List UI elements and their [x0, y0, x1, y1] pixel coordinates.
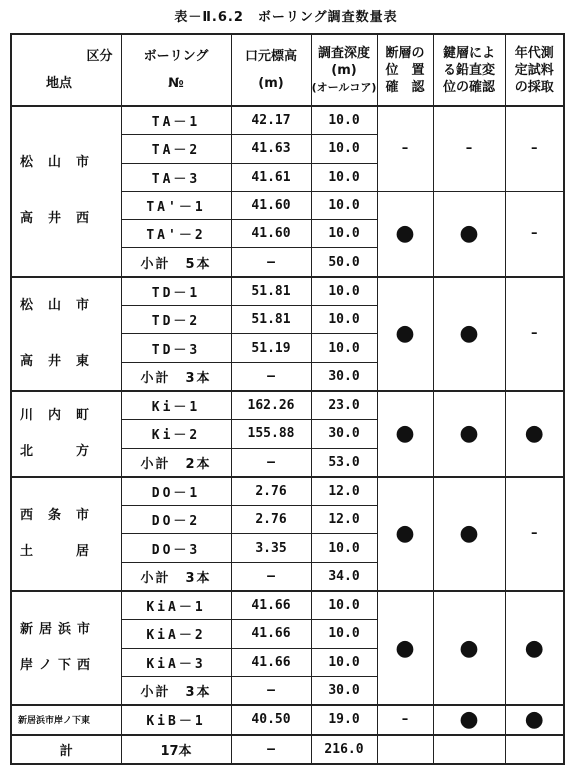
elevation: 41.60	[231, 220, 311, 248]
table-row	[11, 391, 564, 420]
depth: 10.0	[311, 220, 377, 248]
header-boring	[121, 34, 231, 106]
header-age-l2: 定試料	[514, 62, 554, 78]
boring-no: TD－2	[121, 306, 231, 334]
elevation: –	[231, 676, 311, 705]
boring-no: Ki－2	[121, 420, 231, 448]
header-row	[11, 34, 564, 106]
header-fault-l1: 断層の	[385, 45, 425, 61]
key-mark	[433, 391, 505, 477]
boring-no: TD－3	[121, 334, 231, 362]
subtotal-label: 小計 2本	[121, 448, 231, 477]
location-name: 川内町	[20, 407, 105, 423]
dot-mark: ●	[395, 635, 415, 661]
header-elev-unit: (m)	[258, 76, 284, 91]
fault-mark	[377, 106, 433, 191]
fault-mark	[377, 705, 433, 734]
elevation: 155.88	[231, 420, 311, 448]
elevation: 41.66	[231, 591, 311, 620]
elevation: 51.81	[231, 277, 311, 306]
boring-no: KiA－2	[121, 620, 231, 648]
elevation: –	[231, 362, 311, 391]
header-chiten: 地点	[46, 76, 73, 91]
elevation: 2.76	[231, 506, 311, 534]
dash-mark: –	[531, 326, 538, 342]
dot-mark: ●	[524, 421, 544, 447]
header-depth-note: (オールコア)	[311, 80, 377, 94]
depth: 10.0	[311, 306, 377, 334]
depth: 30.0	[311, 676, 377, 705]
header-boring-no: №	[168, 76, 184, 91]
age-mark	[505, 591, 564, 705]
elevation: –	[231, 248, 311, 277]
table-title: 表－Ⅱ.6.2 ボーリング調査数量表	[174, 10, 398, 25]
location-name: 土 居	[20, 543, 105, 559]
depth: 19.0	[311, 705, 377, 734]
dash-mark: –	[401, 141, 409, 157]
total-count: 17本	[121, 735, 231, 764]
elevation: 2.76	[231, 477, 311, 506]
header-key-l2: る鉛直変	[442, 62, 495, 78]
dot-mark: ●	[459, 221, 479, 247]
elevation: 40.50	[231, 705, 311, 734]
dot-mark: ●	[459, 635, 479, 661]
dash-mark: –	[465, 141, 473, 157]
dot-mark: ●	[459, 521, 479, 547]
header-fault	[377, 34, 433, 106]
header-boring-label: ボーリング	[143, 49, 209, 64]
depth: 12.0	[311, 506, 377, 534]
elevation: 3.35	[231, 534, 311, 562]
elevation: 162.26	[231, 391, 311, 420]
fault-mark	[377, 477, 433, 591]
boring-no: TA－3	[121, 163, 231, 191]
boring-no: Ki－1	[121, 391, 231, 420]
age-mark	[505, 391, 564, 477]
subtotal-label: 小計 3本	[121, 362, 231, 391]
elevation: 41.66	[231, 648, 311, 676]
header-key	[433, 34, 505, 106]
subtotal-label: 小計 3本	[121, 562, 231, 591]
age-mark	[505, 106, 564, 191]
header-elev-label: 口元標高	[244, 49, 297, 64]
boring-quantity-table	[10, 33, 565, 765]
depth: 10.0	[311, 648, 377, 676]
boring-no: TA－2	[121, 135, 231, 163]
elevation: 41.66	[231, 620, 311, 648]
header-key-l3: 位の確認	[442, 79, 495, 95]
table-row	[11, 106, 564, 135]
boring-no: TA－1	[121, 106, 231, 135]
depth: 53.0	[311, 448, 377, 477]
depth: 10.0	[311, 620, 377, 648]
fault-mark	[377, 277, 433, 391]
dash-mark: –	[531, 526, 538, 542]
dot-mark: ●	[459, 707, 479, 733]
location-name: 高井東	[20, 353, 105, 369]
table-row	[11, 277, 564, 306]
key-mark	[433, 191, 505, 276]
depth: 10.0	[311, 591, 377, 620]
dot-mark: ●	[524, 707, 544, 733]
table-row	[11, 477, 564, 506]
depth: 10.0	[311, 534, 377, 562]
location-cell	[11, 477, 121, 591]
depth: 10.0	[311, 277, 377, 306]
location-name: 新居浜市岸ノ下東	[11, 705, 121, 734]
boring-no: DO－2	[121, 506, 231, 534]
total-elevation: –	[231, 735, 311, 764]
header-depth	[311, 34, 377, 106]
dot-mark: ●	[395, 221, 415, 247]
boring-no: KiB－1	[121, 705, 231, 734]
total-age-empty	[505, 735, 564, 764]
depth: 30.0	[311, 362, 377, 391]
dot-mark: ●	[459, 321, 479, 347]
age-mark	[505, 477, 564, 591]
location-name: 西条市	[20, 507, 105, 523]
boring-no: DO－3	[121, 534, 231, 562]
location-cell	[11, 106, 121, 277]
subtotal-label: 小計 5本	[121, 248, 231, 277]
fault-mark	[377, 391, 433, 477]
depth: 12.0	[311, 477, 377, 506]
table-row	[11, 705, 564, 734]
total-fault-empty	[377, 735, 433, 764]
elevation: 41.63	[231, 135, 311, 163]
key-mark	[433, 705, 505, 734]
depth: 10.0	[311, 163, 377, 191]
dash-mark: –	[401, 712, 409, 728]
elevation: 41.60	[231, 191, 311, 219]
total-key-empty	[433, 735, 505, 764]
depth: 10.0	[311, 334, 377, 362]
depth: 34.0	[311, 562, 377, 591]
depth: 30.0	[311, 420, 377, 448]
depth: 10.0	[311, 191, 377, 219]
age-mark	[505, 191, 564, 276]
boring-no: DO－1	[121, 477, 231, 506]
header-fault-l3: 確 認	[385, 79, 425, 95]
header-kubun: 区分	[86, 49, 113, 64]
header-elev	[231, 34, 311, 106]
boring-no: KiA－3	[121, 648, 231, 676]
total-depth: 216.0	[311, 735, 377, 764]
location-cell	[11, 277, 121, 391]
elevation: 41.61	[231, 163, 311, 191]
dot-mark: ●	[524, 635, 544, 661]
dash-mark: –	[531, 226, 538, 242]
key-mark	[433, 591, 505, 705]
elevation: 42.17	[231, 106, 311, 135]
header-key-l1: 鍵層によ	[442, 45, 495, 61]
header-age	[505, 34, 564, 106]
dash-mark: –	[531, 141, 538, 157]
header-kubun-chiten	[11, 34, 121, 106]
header-fault-l2: 位 置	[385, 62, 425, 78]
table-row	[11, 591, 564, 620]
subtotal-label: 小計 3本	[121, 676, 231, 705]
location-name: 松山市	[20, 155, 105, 171]
location-name: 北 方	[20, 443, 105, 459]
location-name: 松山市	[20, 297, 105, 313]
key-mark	[433, 106, 505, 191]
dot-mark: ●	[395, 521, 415, 547]
location-cell	[11, 391, 121, 477]
boring-no: TD－1	[121, 277, 231, 306]
total-label: 計	[11, 735, 121, 764]
header-depth-label: 調査深度	[317, 45, 370, 61]
fault-mark	[377, 191, 433, 276]
depth: 10.0	[311, 135, 377, 163]
key-mark	[433, 477, 505, 591]
header-depth-unit: (m)	[331, 62, 357, 78]
dot-mark: ●	[395, 321, 415, 347]
header-age-l1: 年代測	[514, 45, 554, 61]
key-mark	[433, 277, 505, 391]
header-age-l3: の採取	[514, 79, 554, 95]
boring-no: TA'－2	[121, 220, 231, 248]
depth: 10.0	[311, 106, 377, 135]
location-name: 新居浜市	[20, 622, 97, 638]
elevation: 51.81	[231, 306, 311, 334]
total-row	[11, 735, 564, 764]
boring-no: KiA－1	[121, 591, 231, 620]
dot-mark: ●	[459, 421, 479, 447]
elevation: –	[231, 562, 311, 591]
location-name: 高井西	[20, 211, 105, 227]
depth: 50.0	[311, 248, 377, 277]
fault-mark	[377, 591, 433, 705]
location-cell	[11, 591, 121, 705]
elevation: 51.19	[231, 334, 311, 362]
age-mark	[505, 277, 564, 391]
boring-no: TA'－1	[121, 191, 231, 219]
dot-mark: ●	[395, 421, 415, 447]
location-name: 岸ノ下西	[20, 658, 97, 674]
depth: 23.0	[311, 391, 377, 420]
age-mark	[505, 705, 564, 734]
elevation: –	[231, 448, 311, 477]
